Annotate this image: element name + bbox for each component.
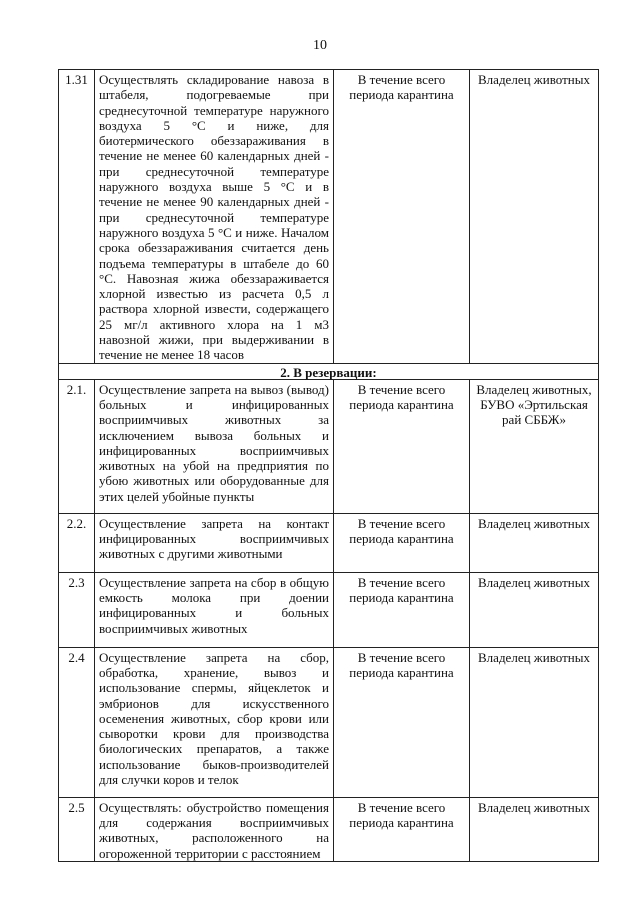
table-row xyxy=(59,70,599,364)
measure-term: В течение всего периода карантина xyxy=(334,647,470,797)
table-row xyxy=(59,379,599,513)
measure-responsible: Владелец животных xyxy=(470,513,599,572)
measure-description: Осуществление запрета на сбор в общую емкость молока при доении инфицированных и больных восприимчивых животных xyxy=(95,572,334,647)
measure-responsible: Владелец животных, БУВО «Эртильская рай СББЖ» xyxy=(470,379,599,513)
row-number: 2.4 xyxy=(59,647,95,797)
measure-description: Осуществление запрета на сбор, обработка, хранение, вывоз и использование спермы, яйцеклеток и эмбрионов для искусственного осеменения животных, сбор крови или сыворотки крови для производства биологических препаратов, а также использование быков-производителей для случки коров и телок xyxy=(95,647,334,797)
section-header-row xyxy=(59,363,599,379)
page-number: 10 xyxy=(313,38,327,53)
row-number: 2.5 xyxy=(59,797,95,861)
measure-responsible: Владелец животных xyxy=(470,70,599,364)
table-row xyxy=(59,513,599,572)
table-row xyxy=(59,572,599,647)
measure-description: Осуществление запрета на контакт инфицированных восприимчивых животных с другими животными xyxy=(95,513,334,572)
row-number: 2.3 xyxy=(59,572,95,647)
measure-term: В течение всего периода карантина xyxy=(334,572,470,647)
row-number: 1.31 xyxy=(59,70,95,364)
measure-term: В течение всего периода карантина xyxy=(334,797,470,861)
measures-table xyxy=(58,69,599,862)
measure-responsible: Владелец животных xyxy=(470,647,599,797)
section-title: 2. В резервации: xyxy=(59,363,599,379)
measure-responsible: Владелец животных xyxy=(470,572,599,647)
measure-term: В течение всего периода карантина xyxy=(334,513,470,572)
measure-description: Осуществлять: обустройство помещения для содержания восприимчивых животных, расположенного на огороженной территории с расстоянием xyxy=(95,797,334,861)
measure-term: В течение всего периода карантина xyxy=(334,70,470,364)
measure-description: Осуществлять складирование навоза в штабеля, подогреваемые при среднесуточной температуре наружного воздуха 5 °С и ниже, для биотермического обеззараживания в течение не менее 60 календарных дней - при среднесуточной температуре наружного воздуха выше 5 °С и в течение не менее 90 календарных дней - при среднесуточной температуре наружного воздуха 5 °С и ниже. Началом срока обеззараживания считается день подъема температуры в штабеле до 60 °С. Навозная жижа обеззараживается хлорной известью из расчета 0,5 л раствора хлорной извести, содержащего 25 мг/л активного хлора на 1 м3 навозной жижи, при выдерживании в течение не менее 18 часов xyxy=(95,70,334,364)
measure-term: В течение всего периода карантина xyxy=(334,379,470,513)
measure-description: Осуществление запрета на вывоз (вывод) больных и инфицированных восприимчивых животных за исключением вывоза больных и инфицированных восприимчивых животных на убой на предприятия по убою животных или оборудованные для этих целей убойные пункты xyxy=(95,379,334,513)
row-number: 2.1. xyxy=(59,379,95,513)
row-number: 2.2. xyxy=(59,513,95,572)
measure-responsible: Владелец животных xyxy=(470,797,599,861)
table-row xyxy=(59,647,599,797)
table-row xyxy=(59,797,599,861)
